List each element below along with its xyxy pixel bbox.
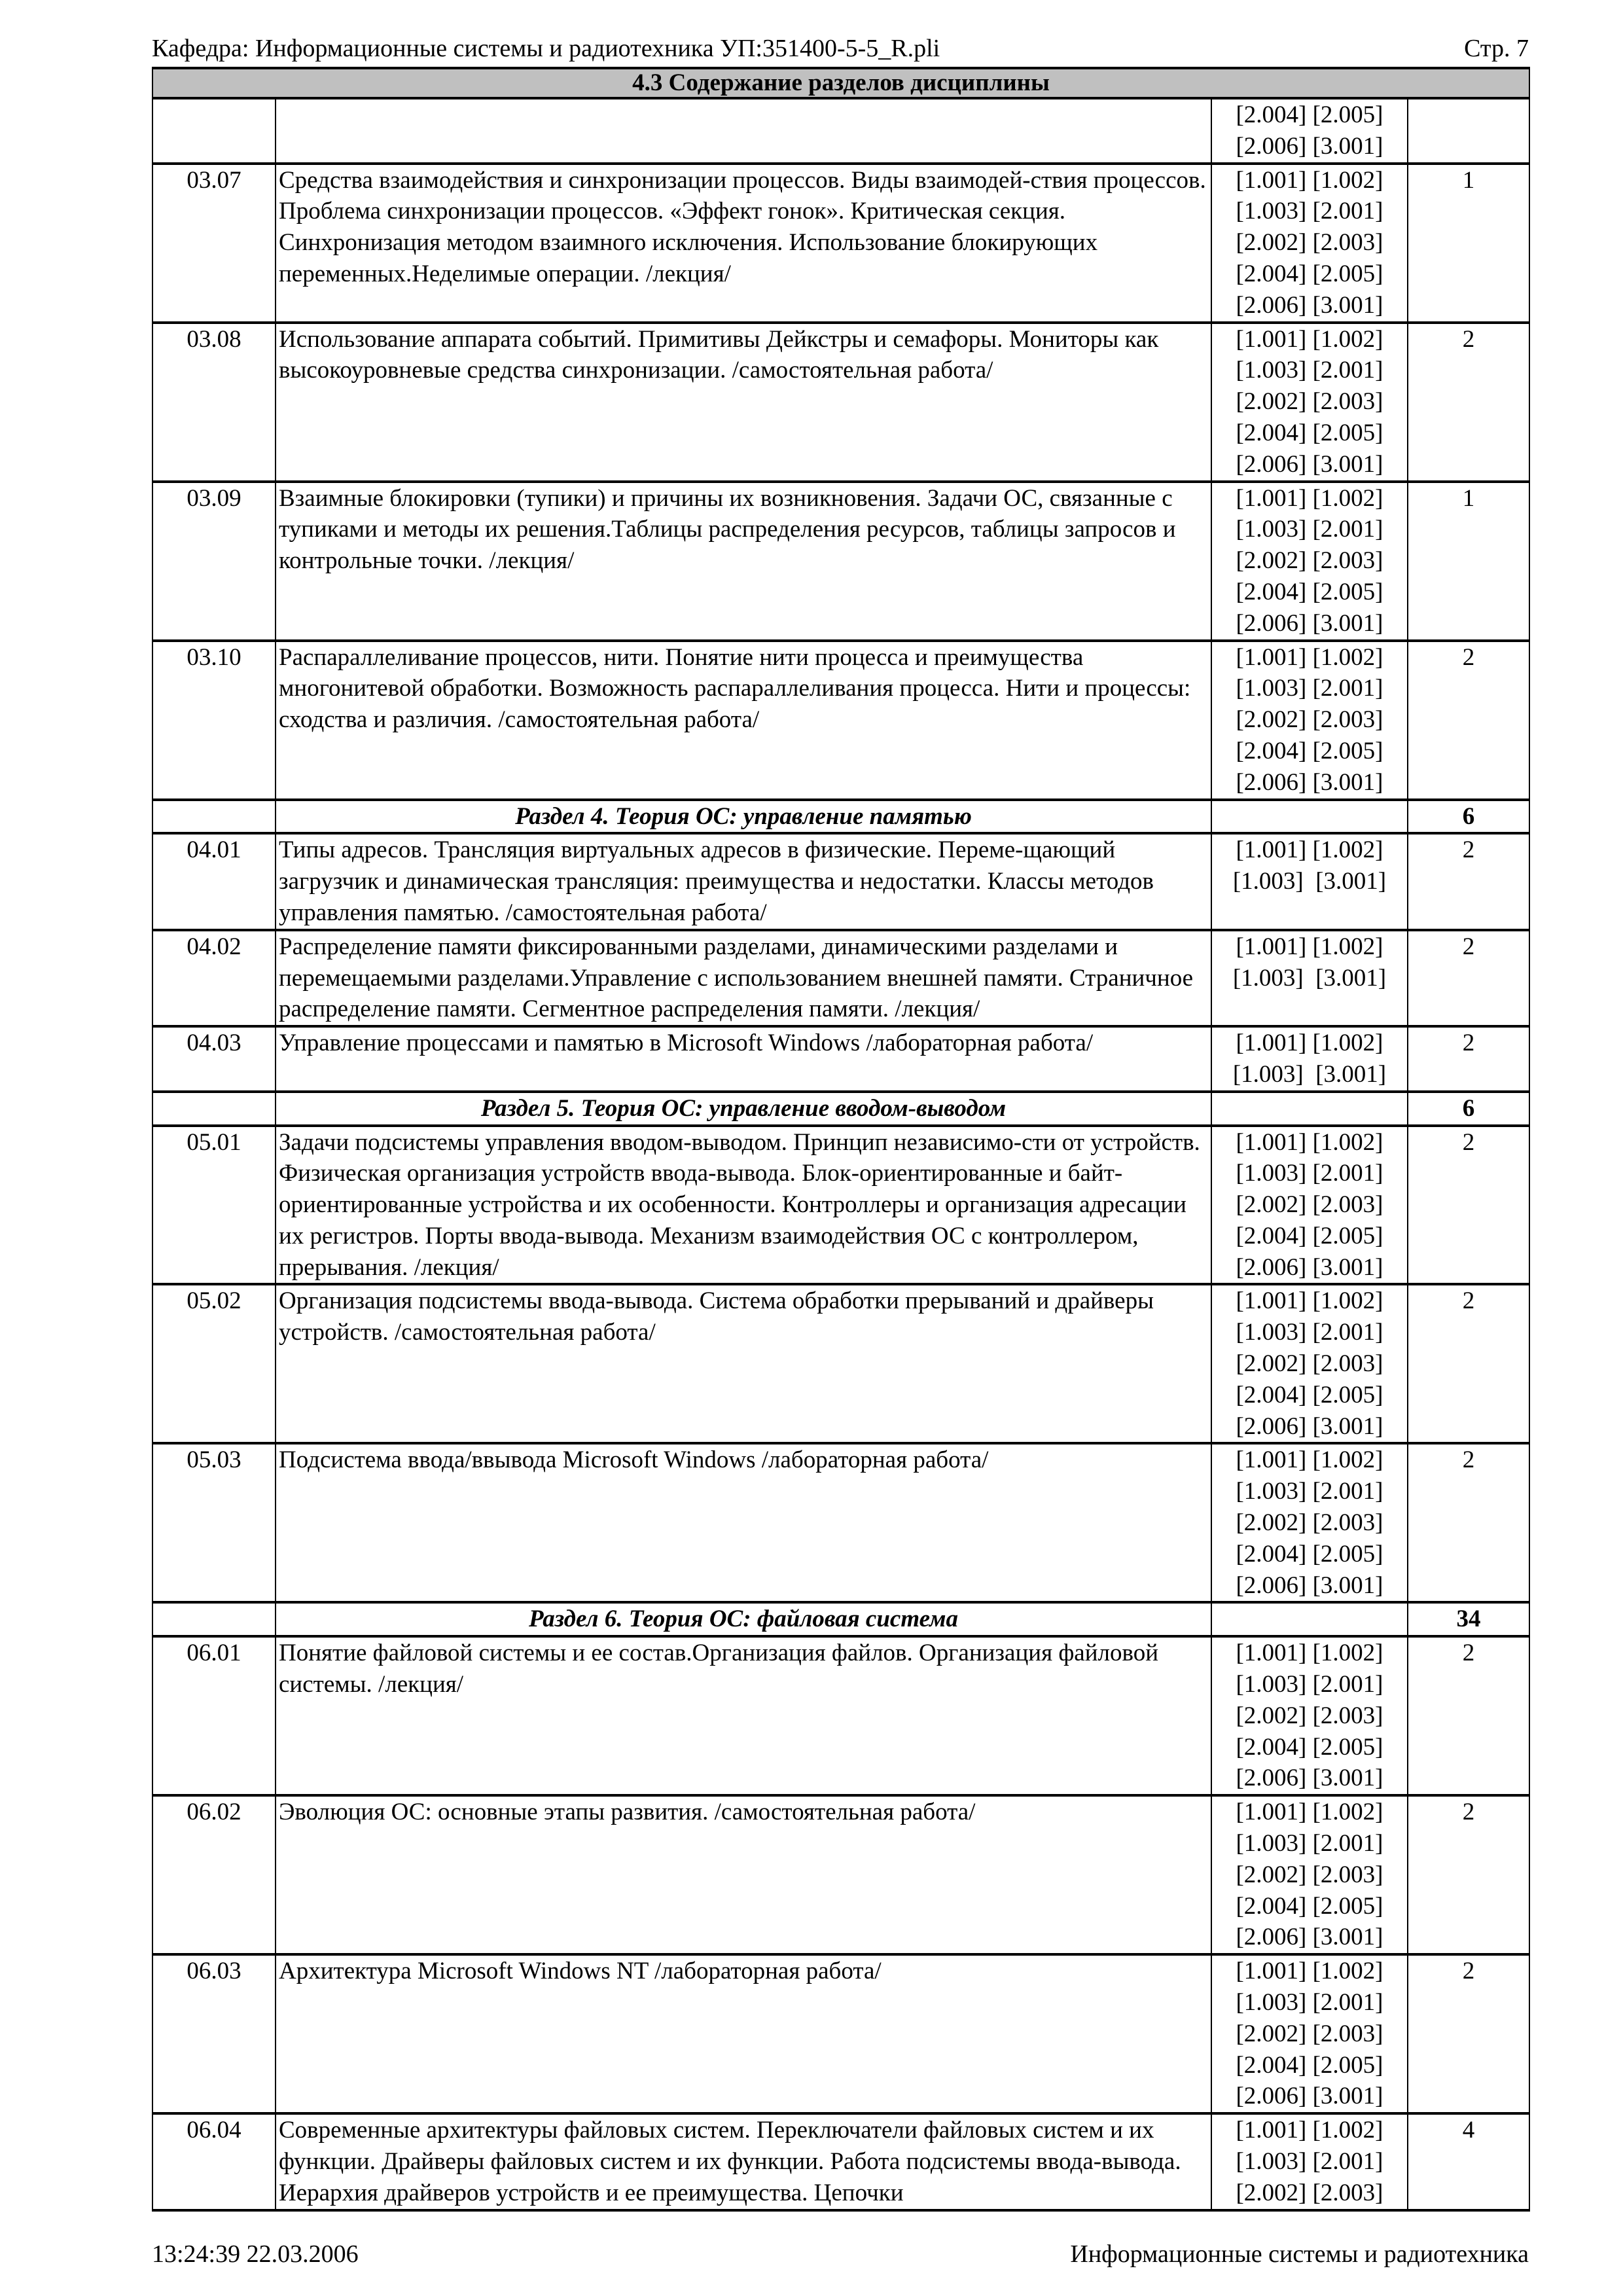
- topic-description: Организация подсистемы ввода-вывода. Система обработки прерываний и драйверы устройств. /самостоятельная работа/: [276, 1284, 1211, 1443]
- reference-line: [2.002] [2.003]: [1236, 1350, 1383, 1378]
- topic-references: [1211, 164, 1408, 323]
- topic-code: 04.03: [152, 1026, 276, 1092]
- topic-code: 06.03: [152, 1954, 276, 2113]
- topic-hours: 2: [1408, 1795, 1529, 1954]
- topic-hours: 2: [1408, 833, 1529, 929]
- topic-description: Современные архитектуры файловых систем. Переключатели файловых систем и их функции. Драйверы файловых систем и их функции. Работа подсистемы ввода-вывода. Иерархия драйверов устройств и ее преимущества. Цепочки: [276, 2113, 1211, 2210]
- reference-line: [2.006] [3.001]: [1236, 1924, 1383, 1951]
- section-hours: 6: [1408, 1092, 1529, 1126]
- reference-line: [1.003] [3.001]: [1232, 1060, 1387, 1088]
- table-row: [152, 641, 1529, 800]
- table-row: [152, 1954, 1529, 2113]
- topic-code: [152, 98, 276, 164]
- reference-line: [2.006] [3.001]: [1236, 1765, 1383, 1792]
- section-code-cell: [152, 800, 276, 834]
- topic-description: Взаимные блокировки (тупики) и причины их возникновения. Задачи ОС, связанные с тупиками и методы их решения.Таблицы распределения ресурсов, таблицы запросов и контрольные точки. /лекция/: [276, 482, 1211, 641]
- reference-line: [2.004] [2.005]: [1236, 2051, 1383, 2079]
- topic-hours: [1408, 98, 1529, 164]
- reference-line: [1.001] [1.002]: [1236, 836, 1383, 864]
- reference-line: [1.003] [3.001]: [1232, 868, 1387, 895]
- table-row: [152, 1026, 1529, 1092]
- topic-description: Задачи подсистемы управления вводом-выводом. Принцип независимо-сти от устройств. Физическая организация устройств ввода-вывода. Блок-ориентированные и байт-ориентированные устройства и их особенности. Контроллеры и организация адресации их регистров. Порты ввода-вывода. Механизм взаимодействия ОС с контроллером, прерывания. /лекция/: [276, 1126, 1211, 1285]
- reference-line: [1.001] [1.002]: [1236, 1958, 1383, 1985]
- table-row: [152, 1443, 1529, 1602]
- topic-code: 06.04: [152, 2113, 276, 2210]
- footer-department: Информационные системы и радиотехника: [1070, 2240, 1529, 2268]
- topic-references: [1211, 1954, 1408, 2113]
- reference-line: [1.001] [1.002]: [1236, 325, 1383, 353]
- topic-description: Управление процессами и памятью в Microsoft Windows /лабораторная работа/: [276, 1026, 1211, 1092]
- topic-references: [1211, 1026, 1408, 1092]
- topic-references: [1211, 1636, 1408, 1795]
- table-row: [152, 2113, 1529, 2210]
- section-refs-cell: [1211, 1602, 1408, 1636]
- topic-description: Распараллеливание процессов, нити. Понятие нити процесса и преимущества многонитевой обработки. Возможность распараллеливания процесса. Нити и процессы: сходства и различия. /самостоятельная работа/: [276, 641, 1211, 800]
- reference-line: [2.004] [2.005]: [1236, 1892, 1383, 1920]
- reference-line: [1.001] [1.002]: [1236, 484, 1383, 512]
- reference-line: [2.002] [2.003]: [1236, 2020, 1383, 2047]
- reference-line: [1.003] [2.001]: [1236, 1989, 1383, 2017]
- reference-line: [1.001] [1.002]: [1236, 1030, 1383, 1057]
- topic-references: [1211, 641, 1408, 800]
- reference-line: [2.002] [2.003]: [1236, 547, 1383, 575]
- reference-line: [1.003] [2.001]: [1236, 1319, 1383, 1346]
- reference-line: [2.004] [2.005]: [1236, 1540, 1383, 1568]
- reference-line: [2.006] [3.001]: [1236, 2083, 1383, 2110]
- topic-hours: 2: [1408, 930, 1529, 1026]
- table-row: [152, 833, 1529, 929]
- topic-references: [1211, 323, 1408, 482]
- topic-description: [276, 98, 1211, 164]
- section-code-cell: [152, 1602, 276, 1636]
- reference-line: [2.004] [2.005]: [1236, 260, 1383, 287]
- table-row: [152, 1636, 1529, 1795]
- department-header: Кафедра: Информационные системы и радиотехника УП:351400-5-5_R.pli: [152, 35, 940, 62]
- reference-line: [1.003] [2.001]: [1236, 1478, 1383, 1505]
- section-title: Раздел 5. Теория ОС: управление вводом-выводом: [276, 1092, 1211, 1126]
- topic-hours: 2: [1408, 1443, 1529, 1602]
- topic-code: 03.07: [152, 164, 276, 323]
- section-refs-cell: [1211, 800, 1408, 834]
- reference-line: [1.001] [1.002]: [1236, 1799, 1383, 1826]
- table-row: [152, 482, 1529, 641]
- topic-references: [1211, 1126, 1408, 1285]
- topic-description: Подсистема ввода/ввывода Microsoft Windows /лабораторная работа/: [276, 1443, 1211, 1602]
- section-code-cell: [152, 1092, 276, 1126]
- topic-code: 04.01: [152, 833, 276, 929]
- table-row: [152, 1795, 1529, 1954]
- reference-line: [1.001] [1.002]: [1236, 166, 1383, 194]
- topic-references: [1211, 98, 1408, 164]
- topic-references: [1211, 833, 1408, 929]
- reference-line: [2.002] [2.003]: [1236, 1702, 1383, 1729]
- page-number: Стр. 7: [1464, 35, 1529, 62]
- reference-line: [2.004] [2.005]: [1236, 101, 1383, 128]
- discipline-content-table: [152, 67, 1530, 2212]
- reference-line: [2.004] [2.005]: [1236, 419, 1383, 446]
- topic-description: Использование аппарата событий. Примитивы Дейкстры и семафоры. Мониторы как высокоуровневые средства синхронизации. /самостоятельная работа/: [276, 323, 1211, 482]
- reference-line: [2.004] [2.005]: [1236, 1381, 1383, 1408]
- topic-hours: 2: [1408, 641, 1529, 800]
- reference-line: [2.002] [2.003]: [1236, 229, 1383, 257]
- reference-line: [2.002] [2.003]: [1236, 1191, 1383, 1219]
- section-hours: 34: [1408, 1602, 1529, 1636]
- topic-references: [1211, 1284, 1408, 1443]
- topic-hours: 2: [1408, 323, 1529, 482]
- topic-hours: 1: [1408, 164, 1529, 323]
- topic-code: 03.09: [152, 482, 276, 641]
- reference-line: [1.003] [2.001]: [1236, 1830, 1383, 1857]
- reference-line: [2.006] [3.001]: [1236, 1412, 1383, 1440]
- reference-line: [1.001] [1.002]: [1236, 1287, 1383, 1315]
- topic-description: Типы адресов. Трансляция виртуальных адресов в физические. Переме-щающий загрузчик и динамическая трансляция: преимущества и недостатки. Классы методов управления памятью. /самостоятельная работа/: [276, 833, 1211, 929]
- topic-description: Понятие файловой системы и ее состав.Организация файлов. Организация файловой системы. /лекция/: [276, 1636, 1211, 1795]
- reference-line: [1.001] [1.002]: [1236, 1446, 1383, 1474]
- reference-line: [1.001] [1.002]: [1236, 643, 1383, 671]
- reference-line: [1.003] [3.001]: [1232, 964, 1387, 992]
- topic-description: Распределение памяти фиксированными разделами, динамическими разделами и перемещаемыми разделами.Управление с использованием внешней памяти. Страничное распределение памяти. Сегментное распределения памяти. /лекция/: [276, 930, 1211, 1026]
- section-row: [152, 1602, 1529, 1636]
- reference-line: [1.003] [2.001]: [1236, 357, 1383, 384]
- reference-line: [2.002] [2.003]: [1236, 1861, 1383, 1888]
- topic-references: [1211, 1795, 1408, 1954]
- topic-description: Архитектура Microsoft Windows NT /лабораторная работа/: [276, 1954, 1211, 2113]
- timestamp: 13:24:39 22.03.2006: [152, 2240, 359, 2268]
- section-row: [152, 1092, 1529, 1126]
- reference-line: [2.006] [3.001]: [1236, 609, 1383, 637]
- topic-code: 05.01: [152, 1126, 276, 1285]
- topic-code: 03.08: [152, 323, 276, 482]
- reference-line: [2.006] [3.001]: [1236, 1571, 1383, 1599]
- table-row: [152, 323, 1529, 482]
- table-title: 4.3 Содержание разделов дисциплины: [152, 68, 1529, 98]
- reference-line: [2.002] [2.003]: [1236, 1509, 1383, 1537]
- topic-code: 06.02: [152, 1795, 276, 1954]
- table-row: [152, 1126, 1529, 1285]
- topic-description: Эволюция ОС: основные этапы развития. /самостоятельная работа/: [276, 1795, 1211, 1954]
- topic-hours: 2: [1408, 1954, 1529, 2113]
- reference-line: [1.003] [2.001]: [1236, 198, 1383, 225]
- reference-line: [1.001] [1.002]: [1236, 933, 1383, 960]
- topic-hours: 2: [1408, 1126, 1529, 1285]
- topic-hours: 2: [1408, 1636, 1529, 1795]
- topic-hours: 2: [1408, 1284, 1529, 1443]
- topic-code: 05.02: [152, 1284, 276, 1443]
- topic-references: [1211, 930, 1408, 1026]
- topic-code: 06.01: [152, 1636, 276, 1795]
- table-row: [152, 930, 1529, 1026]
- table-title-row: [152, 68, 1529, 98]
- reference-line: [2.006] [3.001]: [1236, 450, 1383, 478]
- reference-line: [2.004] [2.005]: [1236, 578, 1383, 605]
- topic-references: [1211, 482, 1408, 641]
- reference-line: [1.003] [2.001]: [1236, 1671, 1383, 1698]
- reference-line: [2.006] [3.001]: [1236, 132, 1383, 160]
- section-hours: 6: [1408, 800, 1529, 834]
- reference-line: [1.003] [2.001]: [1236, 675, 1383, 702]
- section-refs-cell: [1211, 1092, 1408, 1126]
- page-header: [152, 34, 1529, 63]
- reference-line: [1.001] [1.002]: [1236, 2117, 1383, 2144]
- topic-references: [1211, 1443, 1408, 1602]
- table-row: [152, 1284, 1529, 1443]
- topic-hours: 4: [1408, 2113, 1529, 2210]
- section-title: Раздел 4. Теория ОС: управление памятью: [276, 800, 1211, 834]
- reference-line: [2.006] [3.001]: [1236, 1253, 1383, 1281]
- topic-description: Средства взаимодействия и синхронизации процессов. Виды взаимодей-ствия процессов. Проблема синхронизации процессов. «Эффект гонок». Критическая секция. Синхронизация методом взаимного исключения. Использование блокирующих переменных.Неделимые операции. /лекция/: [276, 164, 1211, 323]
- reference-line: [2.002] [2.003]: [1236, 706, 1383, 734]
- page-footer: [152, 2240, 1529, 2269]
- reference-line: [2.002] [2.003]: [1236, 2179, 1383, 2206]
- reference-line: [1.001] [1.002]: [1236, 1128, 1383, 1156]
- topic-code: 04.02: [152, 930, 276, 1026]
- topic-hours: 1: [1408, 482, 1529, 641]
- topic-code: 03.10: [152, 641, 276, 800]
- reference-line: [2.004] [2.005]: [1236, 1733, 1383, 1761]
- topic-hours: 2: [1408, 1026, 1529, 1092]
- reference-line: [1.003] [2.001]: [1236, 516, 1383, 543]
- reference-line: [2.002] [2.003]: [1236, 388, 1383, 416]
- reference-line: [1.003] [2.001]: [1236, 2148, 1383, 2175]
- reference-line: [2.004] [2.005]: [1236, 737, 1383, 764]
- table-row: [152, 98, 1529, 164]
- reference-line: [2.006] [3.001]: [1236, 291, 1383, 319]
- reference-line: [2.006] [3.001]: [1236, 768, 1383, 796]
- topic-references: [1211, 2113, 1408, 2210]
- topic-code: 05.03: [152, 1443, 276, 1602]
- section-title: Раздел 6. Теория ОС: файловая система: [276, 1602, 1211, 1636]
- reference-line: [1.003] [2.001]: [1236, 1160, 1383, 1187]
- section-row: [152, 800, 1529, 834]
- table-row: [152, 164, 1529, 323]
- reference-line: [2.004] [2.005]: [1236, 1222, 1383, 1249]
- reference-line: [1.001] [1.002]: [1236, 1640, 1383, 1667]
